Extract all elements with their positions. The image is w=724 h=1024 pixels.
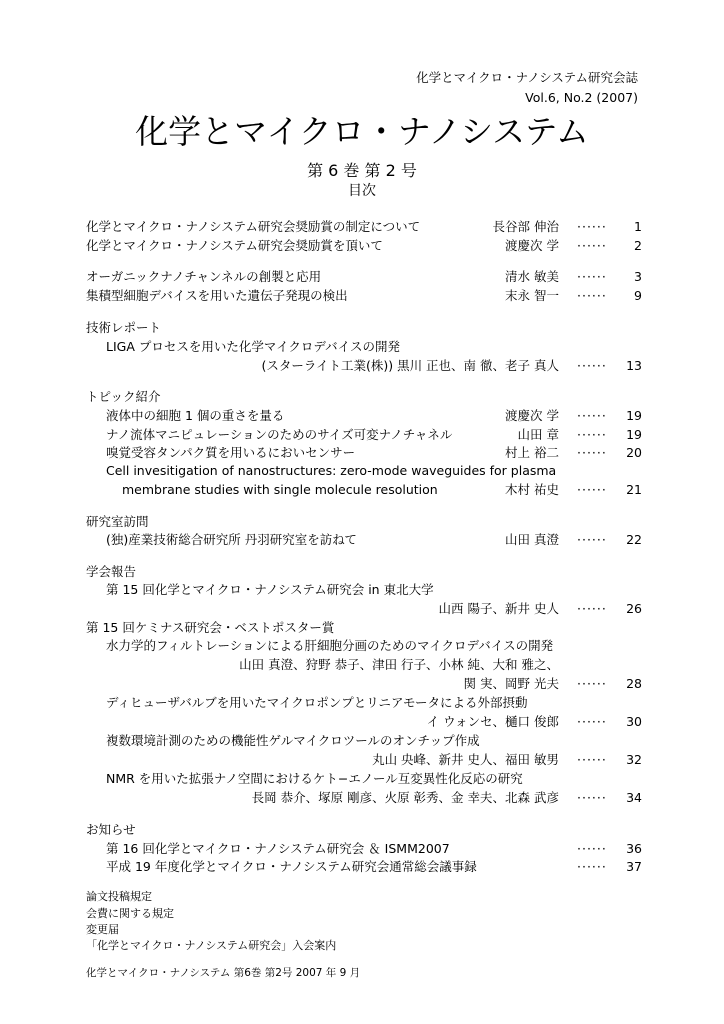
section-heading: お知らせ bbox=[86, 822, 136, 837]
footer-item: 論文投稿規定 bbox=[86, 890, 152, 903]
toc-page: 30 bbox=[626, 714, 642, 729]
toc-author: 渡慶次 学 bbox=[505, 238, 559, 253]
toc-author: 末永 智一 bbox=[505, 288, 559, 303]
toc-dots: ······ bbox=[577, 408, 607, 423]
toc-title: 液体中の細胞 1 個の重さを量る bbox=[106, 408, 285, 423]
toc-dots: ······ bbox=[577, 358, 607, 373]
toc-title: 集積型細胞デバイスを用いた遺伝子発現の検出 bbox=[86, 288, 348, 303]
toc-title: 水力学的フィルトレーションによる肝細胞分画のためのマイクロデバイスの開発 bbox=[106, 638, 554, 653]
journal-name: 化学とマイクロ・ナノシステム研究会誌 bbox=[416, 70, 638, 85]
section-heading: トピック紹介 bbox=[86, 389, 161, 404]
toc-dots: ······ bbox=[577, 676, 607, 691]
toc-author: 村上 裕二 bbox=[505, 445, 559, 460]
toc-title: NMR を用いた拡張ナノ空間におけるケト−エノール互変異性化反応の研究 bbox=[106, 771, 523, 786]
toc-title: 第 15 回化学とマイクロ・ナノシステム研究会 in 東北大学 bbox=[106, 582, 434, 597]
toc-author: 木村 祐史 bbox=[505, 482, 559, 497]
page-title: 化学とマイクロ・ナノシステム bbox=[135, 112, 589, 151]
section-heading: 研究室訪問 bbox=[86, 514, 149, 529]
toc-page: 26 bbox=[626, 601, 642, 616]
toc-dots: ······ bbox=[577, 841, 607, 856]
toc-page: 36 bbox=[626, 841, 642, 856]
toc-dots: ······ bbox=[577, 288, 607, 303]
toc-title: 複数環境計測のための機能性ゲルマイクロツールのオンチップ作成 bbox=[106, 733, 480, 748]
toc-dots: ······ bbox=[577, 532, 607, 547]
toc-dots: ······ bbox=[577, 269, 607, 284]
toc-dots: ······ bbox=[577, 859, 607, 874]
footer-item: 変更届 bbox=[86, 923, 119, 936]
toc-author: 丸山 央峰、新井 史人、福田 敏男 bbox=[372, 752, 559, 767]
toc-author: 山田 章 bbox=[517, 427, 559, 442]
toc-page: 13 bbox=[626, 358, 642, 373]
toc-page: 2 bbox=[634, 238, 642, 253]
toc-dots: ······ bbox=[577, 601, 607, 616]
toc-author: 長岡 恭介、塚原 剛彦、火原 彰秀、金 幸夫、北森 武彦 bbox=[251, 790, 559, 805]
volume-issue: Vol.6, No.2 (2007) bbox=[525, 90, 638, 105]
toc-title-cont: membrane studies with single molecule resolution bbox=[122, 482, 438, 497]
section-heading: 学会報告 bbox=[86, 564, 137, 579]
toc-title: 化学とマイクロ・ナノシステム研究会奨励賞を頂いて bbox=[86, 238, 383, 253]
section-heading: 技術レポート bbox=[86, 320, 162, 335]
toc-title: ナノ流体マニピュレーションのためのサイズ可変ナノチャネル bbox=[106, 427, 453, 442]
toc-page: 9 bbox=[634, 288, 642, 303]
toc-author: (スターライト工業(株)) 黒川 正也、南 徹、老子 真人 bbox=[261, 358, 559, 373]
toc-page: 19 bbox=[626, 408, 642, 423]
toc-title: オーガニックナノチャンネルの創製と応用 bbox=[86, 269, 322, 284]
toc-page: 21 bbox=[626, 482, 642, 497]
contents-label: 目次 bbox=[348, 183, 376, 199]
toc-author: 山田 真澄、狩野 恭子、津田 行子、小林 純、大和 雅之、 bbox=[239, 657, 559, 672]
toc-title: 嗅覚受容タンパク質を用いるにおいセンサー bbox=[106, 445, 356, 460]
toc-title: 化学とマイクロ・ナノシステム研究会奨励賞の制定について bbox=[86, 219, 421, 234]
toc-dots: ······ bbox=[577, 714, 607, 729]
toc-author: 清水 敏美 bbox=[505, 269, 559, 284]
volume-line: 第 6 巻 第 2 号 bbox=[307, 161, 417, 180]
toc-page: 28 bbox=[626, 676, 642, 691]
toc-dots: ······ bbox=[577, 238, 607, 253]
footer-line: 化学とマイクロ・ナノシステム 第6巻 第2号 2007 年 9 月 bbox=[86, 967, 361, 979]
toc-author: 渡慶次 学 bbox=[505, 408, 559, 423]
toc-page: 32 bbox=[626, 752, 642, 767]
toc-page: 1 bbox=[634, 219, 642, 234]
toc-author: イ ウォンセ、樋口 俊郎 bbox=[426, 714, 559, 729]
toc-page: 22 bbox=[626, 532, 642, 547]
toc-author: 山田 真澄 bbox=[505, 532, 559, 547]
toc-author: 長谷部 伸治 bbox=[492, 219, 559, 234]
toc-dots: ······ bbox=[577, 752, 607, 767]
toc-page: 37 bbox=[626, 859, 642, 874]
toc-page: 3 bbox=[634, 269, 642, 284]
toc-author: 山西 陽子、新井 史人 bbox=[438, 601, 559, 616]
toc-author-cont: 関 実、岡野 光夫 bbox=[463, 676, 559, 691]
toc-dots: ······ bbox=[577, 427, 607, 442]
toc-title: ディヒューザバルブを用いたマイクロポンプとリニアモータによる外部摂動 bbox=[106, 695, 528, 710]
footer-item: 会費に関する規定 bbox=[86, 907, 174, 920]
toc-title: 平成 19 年度化学とマイクロ・ナノシステム研究会通常総会議事録 bbox=[106, 859, 477, 874]
toc-dots: ······ bbox=[577, 445, 607, 460]
toc-page: 34 bbox=[626, 790, 642, 805]
toc-dots: ······ bbox=[577, 482, 607, 497]
subsection-heading: 第 15 回ケミナス研究会・ベストポスター賞 bbox=[86, 620, 335, 635]
footer-item: 「化学とマイクロ・ナノシステム研究会」入会案内 bbox=[86, 939, 337, 952]
toc-page: 19 bbox=[626, 427, 642, 442]
toc-title: (独)産業技術総合研究所 丹羽研究室を訪ねて bbox=[106, 532, 357, 547]
toc-title: Cell invesitigation of nanostructures: zero-mode waveguides for plasma bbox=[106, 463, 557, 478]
toc-dots: ······ bbox=[577, 790, 607, 805]
toc-title: 第 16 回化学とマイクロ・ナノシステム研究会 ＆ ISMM2007 bbox=[106, 841, 450, 856]
toc-page: 20 bbox=[626, 445, 642, 460]
toc-title: LIGA プロセスを用いた化学マイクロデバイスの開発 bbox=[106, 339, 400, 354]
toc-dots: ······ bbox=[577, 219, 607, 234]
